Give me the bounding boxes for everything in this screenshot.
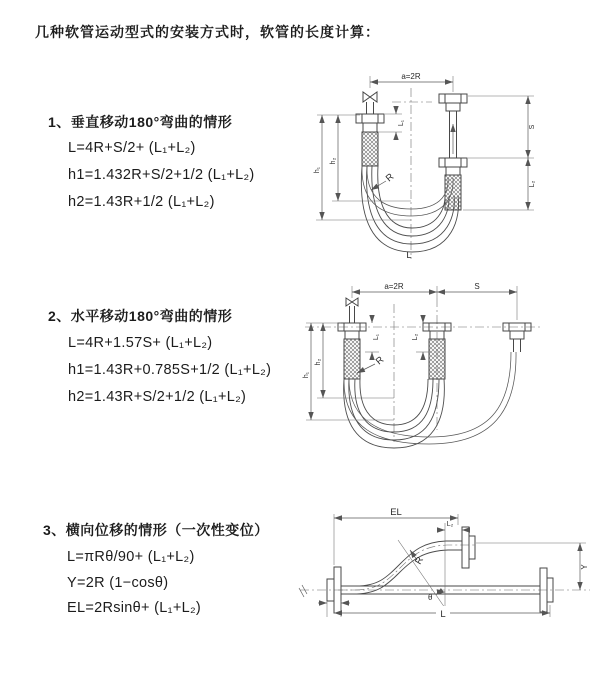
section-2-heading: 2、水平移动180°弯曲的情形 — [48, 308, 233, 324]
valve-icon — [363, 92, 377, 114]
dimension-l2 — [463, 158, 536, 210]
right-hose-fitting-upper — [439, 94, 467, 158]
dim-label-r: R — [413, 555, 427, 567]
dim-label-s: S — [474, 282, 480, 291]
radius-callout — [357, 354, 386, 373]
right-hose-fitting-displaced — [503, 323, 531, 352]
top-dimensions — [352, 282, 517, 320]
dim-label-y: Y — [580, 564, 589, 570]
dimension-el — [334, 507, 458, 565]
centerline — [299, 585, 590, 597]
dim-label-l2: L₂ — [412, 333, 419, 341]
dimension-l1 — [365, 315, 380, 360]
section-2-formula-h2: h2=1.43R+S/2+1/2 (L₁+L₂) — [68, 389, 247, 405]
section-1-heading: 1、垂直移动180°弯曲的情形 — [48, 114, 233, 130]
dim-label-h1: h₁ — [314, 166, 321, 174]
left-hose-fitting — [356, 114, 384, 166]
dim-label-r: R — [383, 171, 397, 185]
dim-label-theta: θ — [428, 593, 433, 602]
section-1-formula-h2: h2=1.43R+1/2 (L₁+L₂) — [68, 194, 215, 210]
section-2-formula-L: L=4R+1.57S+ (L₁+L₂) — [68, 335, 213, 351]
angle-construction — [398, 540, 445, 608]
dim-label-el: EL — [390, 507, 402, 518]
dimension-l2 — [437, 521, 470, 608]
valve-icon — [346, 298, 358, 323]
dim-label-a2r: a=2R — [401, 72, 421, 81]
dimension-l2 — [412, 315, 430, 360]
page-title: 几种软管运动型式的安装方式时，软管的长度计算： — [35, 24, 380, 40]
dim-label-h2: h₂ — [330, 157, 337, 165]
section-1-formula-h1: h1=1.432R+S/2+1/2 (L₁+L₂) — [68, 167, 255, 183]
dimension-s — [468, 96, 536, 158]
dim-label-s: S — [529, 124, 536, 130]
dim-label-l2: L₂ — [529, 180, 536, 188]
dimension-l — [334, 605, 550, 620]
dim-label-r: R — [373, 354, 387, 368]
section-3-formula-EL: EL=2Rsinθ+ (L₁+L₂) — [67, 600, 202, 616]
dim-label-l1: L₁ — [373, 333, 380, 341]
hose-curves — [361, 166, 458, 252]
right-flange-displaced — [462, 527, 475, 568]
dim-label-l2: L₂ — [446, 521, 454, 528]
section-1-formula-L: L=4R+S/2+ (L₁+L₂) — [68, 140, 196, 156]
dim-label-l: L — [440, 609, 446, 620]
section-3-formula-Y: Y=2R (1−cosθ) — [67, 575, 169, 591]
dimension-y — [476, 543, 589, 590]
dim-label-h2: h₂ — [315, 358, 322, 366]
centerlines — [305, 298, 543, 442]
dim-label-h1: h₁ — [303, 371, 310, 379]
diagram-vertical-180-bend — [308, 66, 598, 263]
dim-label-l: L — [406, 250, 412, 261]
section-2-formula-h1: h1=1.43R+0.785S+1/2 (L₁+L₂) — [68, 362, 272, 378]
diagram-lateral-displacement — [298, 505, 600, 645]
section-3-heading: 3、横向位移的情形（一次性变位） — [43, 522, 269, 538]
radius-callout — [371, 171, 396, 190]
middle-hose-fitting — [423, 323, 451, 379]
dimension-a2r — [370, 72, 453, 92]
section-3-formula-L: L=πRθ/90+ (L₁+L₂) — [67, 549, 195, 565]
dim-label-l1: L₁ — [398, 119, 405, 127]
dim-label-a2r: a=2R — [384, 282, 404, 291]
diagram-horizontal-180-bend — [303, 280, 600, 450]
